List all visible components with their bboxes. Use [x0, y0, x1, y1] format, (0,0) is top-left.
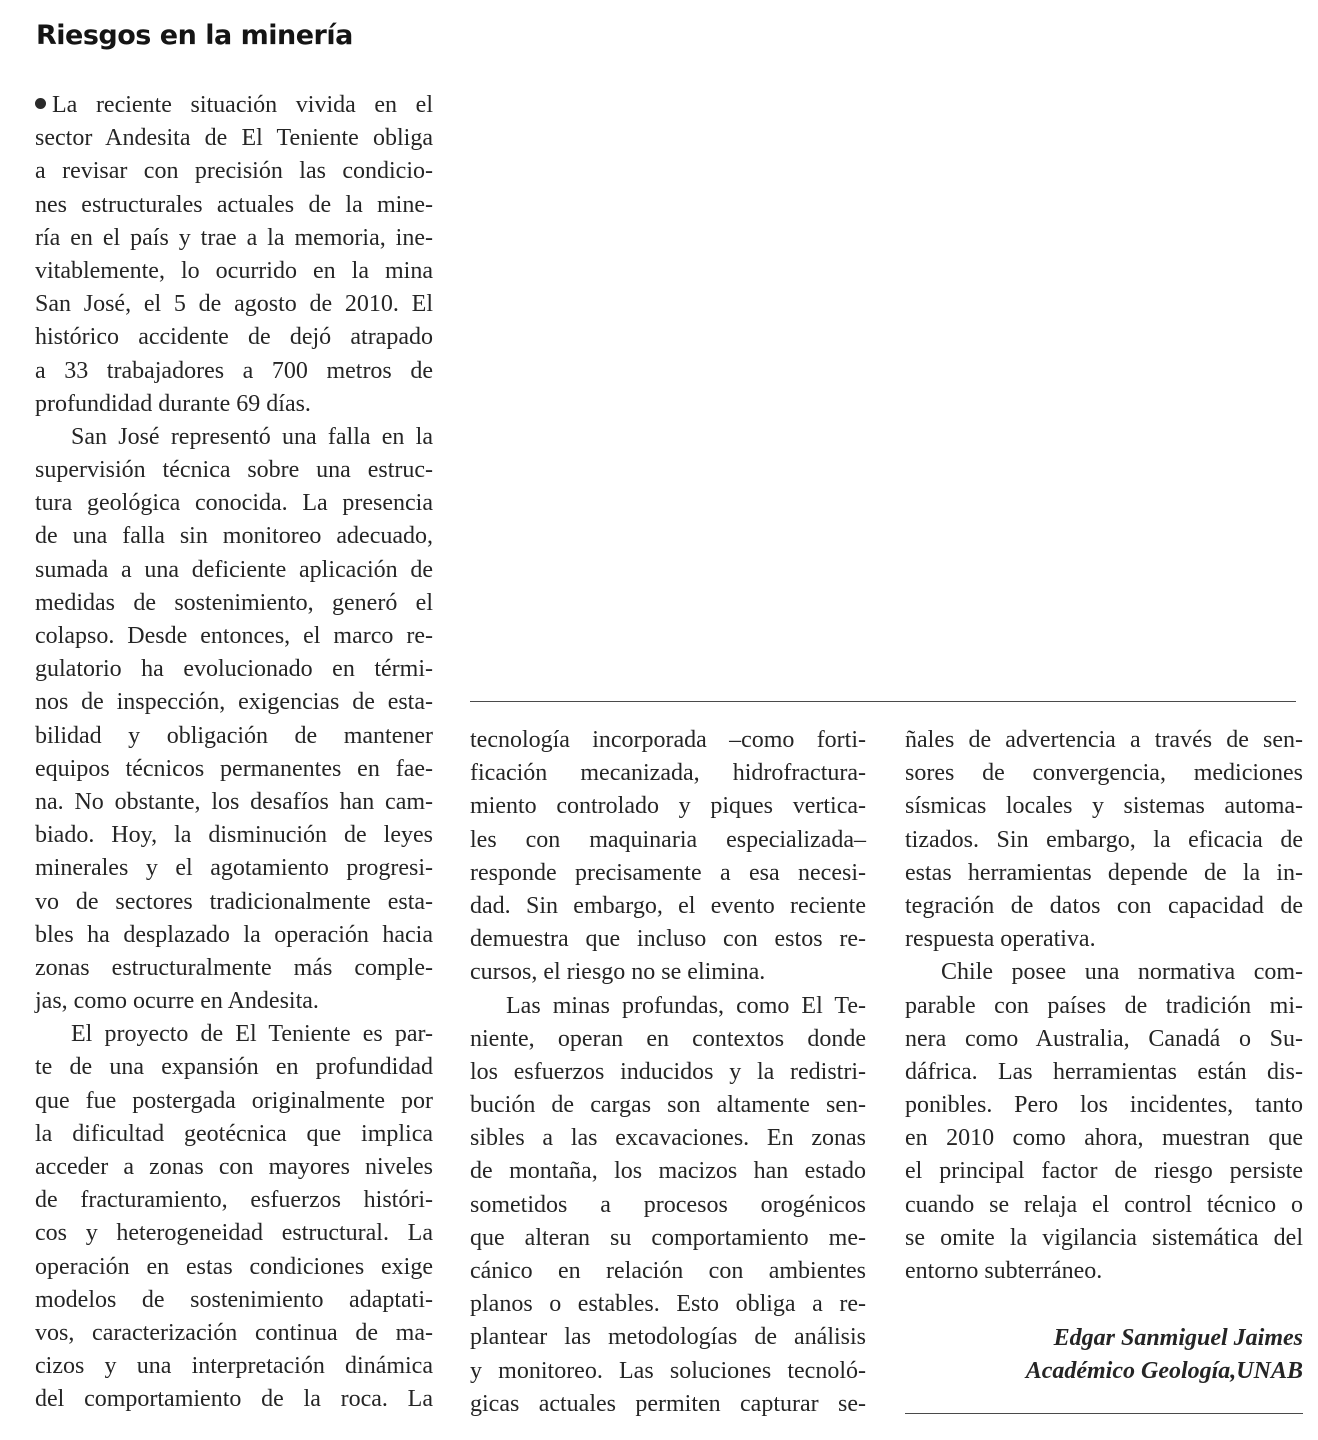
text-line: operación en estas condiciones exige [35, 1253, 433, 1280]
text-line: cizos y una interpretación dinámica [35, 1353, 433, 1380]
text-line: planos o estables. Esto obliga a re- [470, 1291, 866, 1318]
text-line: a 33 trabajadores a 700 metros de [35, 357, 433, 384]
text-line: la dificultad geotécnica que implica [35, 1120, 433, 1147]
text-line: histórico accidente de dejó atrapado [35, 324, 433, 351]
article-title: Riesgos en la minería [36, 20, 353, 51]
text-line: tecnología incorporada –como forti- [470, 727, 866, 753]
text-line: profundidad durante 69 días. [35, 390, 311, 417]
article-column-3 [905, 724, 1303, 1288]
text-line: ficación mecanizada, hidrofractura- [470, 760, 866, 787]
text-line: niente, operan en contextos donde [470, 1025, 866, 1052]
author-signature [905, 1322, 1303, 1388]
text-line: Las minas profundas, como El Te- [506, 992, 866, 1019]
text-line: equipos técnicos permanentes en fae- [35, 755, 433, 782]
text-line: cursos, el riesgo no se elimina. [470, 959, 766, 986]
text-line: cuando se relaja el control técnico o [905, 1191, 1303, 1218]
text-line: nera como Australia, Canadá o Su- [905, 1025, 1303, 1052]
text-line: entorno subterráneo. [905, 1258, 1103, 1284]
author-affiliation: Académico Geología,UNAB [1025, 1358, 1303, 1385]
text-line: sometidos a procesos orogénicos [470, 1191, 866, 1218]
text-line: dad. Sin embargo, el evento reciente [470, 892, 866, 919]
text-line: de una falla sin monitoreo adecuado, [35, 523, 433, 550]
bullet-icon [35, 98, 46, 109]
text-line: bución de cargas son altamente sen- [470, 1092, 866, 1119]
article-column-1 [35, 89, 433, 1417]
text-line: na. No obstante, los desafíos han cam- [35, 788, 433, 815]
text-line: estas herramientas depende de la in- [905, 859, 1303, 886]
text-line: sector Andesita de El Teniente obliga [35, 125, 433, 152]
text-line: gicas actuales permiten capturar se- [470, 1390, 866, 1417]
text-line: vos, caracterización continua de ma- [35, 1319, 433, 1346]
text-line: minerales y el agotamiento progresi- [35, 855, 433, 882]
text-line: nes estructurales actuales de la mine- [35, 191, 433, 218]
text-line: parable con países de tradición mi- [905, 992, 1303, 1019]
text-line: el principal factor de riesgo persiste [905, 1158, 1303, 1185]
closing-rule [905, 1413, 1303, 1414]
text-line: sibles a las excavaciones. En zonas [470, 1125, 866, 1152]
text-line: cos y heterogeneidad estructural. La [35, 1220, 433, 1247]
text-line: se omite la vigilancia sistemática del [905, 1224, 1303, 1251]
text-line: ría en el país y trae a la memoria, ine- [35, 224, 433, 251]
text-line: biado. Hoy, la disminución de leyes [35, 822, 433, 849]
lead-text: La reciente situación vivida en el [52, 92, 433, 118]
text-line: les con maquinaria especializada– [470, 826, 866, 853]
text-line: modelos de sostenimiento adaptati- [35, 1286, 433, 1313]
text-line: medidas de sostenimiento, generó el [35, 589, 433, 616]
text-line: miento controlado y piques vertica- [470, 793, 866, 820]
text-line: que alteran su comportamiento me- [470, 1224, 866, 1251]
text-line: vitablemente, lo ocurrido en la mina [35, 257, 433, 284]
text-line: bles ha desplazado la operación hacia [35, 921, 433, 948]
text-line: nos de inspección, exigencias de esta- [35, 689, 433, 716]
text-line: tegración de datos con capacidad de [905, 892, 1303, 919]
text-line: supervisión técnica sobre una estruc- [35, 457, 433, 484]
text-line: El proyecto de El Teniente es par- [71, 1021, 433, 1048]
text-line: responde precisamente a esa necesi- [470, 859, 866, 886]
text-line: respuesta operativa. [905, 926, 1096, 953]
text-line: de montaña, los macizos han estado [470, 1158, 866, 1185]
text-line: sores de convergencia, mediciones [905, 760, 1303, 787]
text-line: sísmicas locales y sistemas automa- [905, 793, 1303, 820]
text-line: ponibles. Pero los incidentes, tanto [905, 1092, 1303, 1119]
text-line: tizados. Sin embargo, la eficacia de [905, 826, 1303, 853]
text-line: vo de sectores tradicionalmente esta- [35, 888, 433, 915]
text-line: que fue postergada originalmente por [35, 1087, 433, 1114]
text-line: Chile posee una normativa com- [941, 959, 1303, 986]
text-line: gulatorio ha evolucionado en térmi- [35, 656, 433, 683]
text-line [35, 89, 433, 122]
text-line: acceder a zonas con mayores niveles [35, 1154, 433, 1180]
text-line: zonas estructuralmente más comple- [35, 954, 433, 981]
text-line: San José representó una falla en la [71, 423, 433, 450]
text-line: cánico en relación con ambientes [470, 1258, 866, 1284]
text-line: demuestra que incluso con estos re- [470, 926, 866, 953]
text-line: tura geológica conocida. La presencia [35, 490, 433, 517]
text-line: y monitoreo. Las soluciones tecnoló- [470, 1357, 866, 1384]
text-line: los esfuerzos inducidos y la redistri- [470, 1058, 866, 1085]
text-line: bilidad y obligación de mantener [35, 722, 433, 749]
text-line: jas, como ocurre en Andesita. [35, 988, 319, 1015]
text-line: en 2010 como ahora, muestran que [905, 1125, 1303, 1152]
text-line: del comportamiento de la roca. La [35, 1386, 433, 1413]
text-line: de fracturamiento, esfuerzos históri- [35, 1187, 433, 1214]
column-separator-rule [470, 701, 1296, 702]
text-line: te de una expansión en profundidad [35, 1054, 433, 1081]
text-line: dáfrica. Las herramientas están dis- [905, 1058, 1303, 1085]
author-name: Edgar Sanmiguel Jaimes [1053, 1325, 1303, 1351]
text-line: San José, el 5 de agosto de 2010. El [35, 291, 433, 318]
text-line: colapso. Desde entonces, el marco re- [35, 623, 433, 649]
article-column-2 [470, 724, 866, 1421]
text-line: ñales de advertencia a través de sen- [905, 727, 1303, 753]
text-line: sumada a una deficiente aplicación de [35, 556, 433, 583]
text-line: plantear las metodologías de análisis [470, 1324, 866, 1351]
text-line: a revisar con precisión las condicio- [35, 158, 433, 185]
